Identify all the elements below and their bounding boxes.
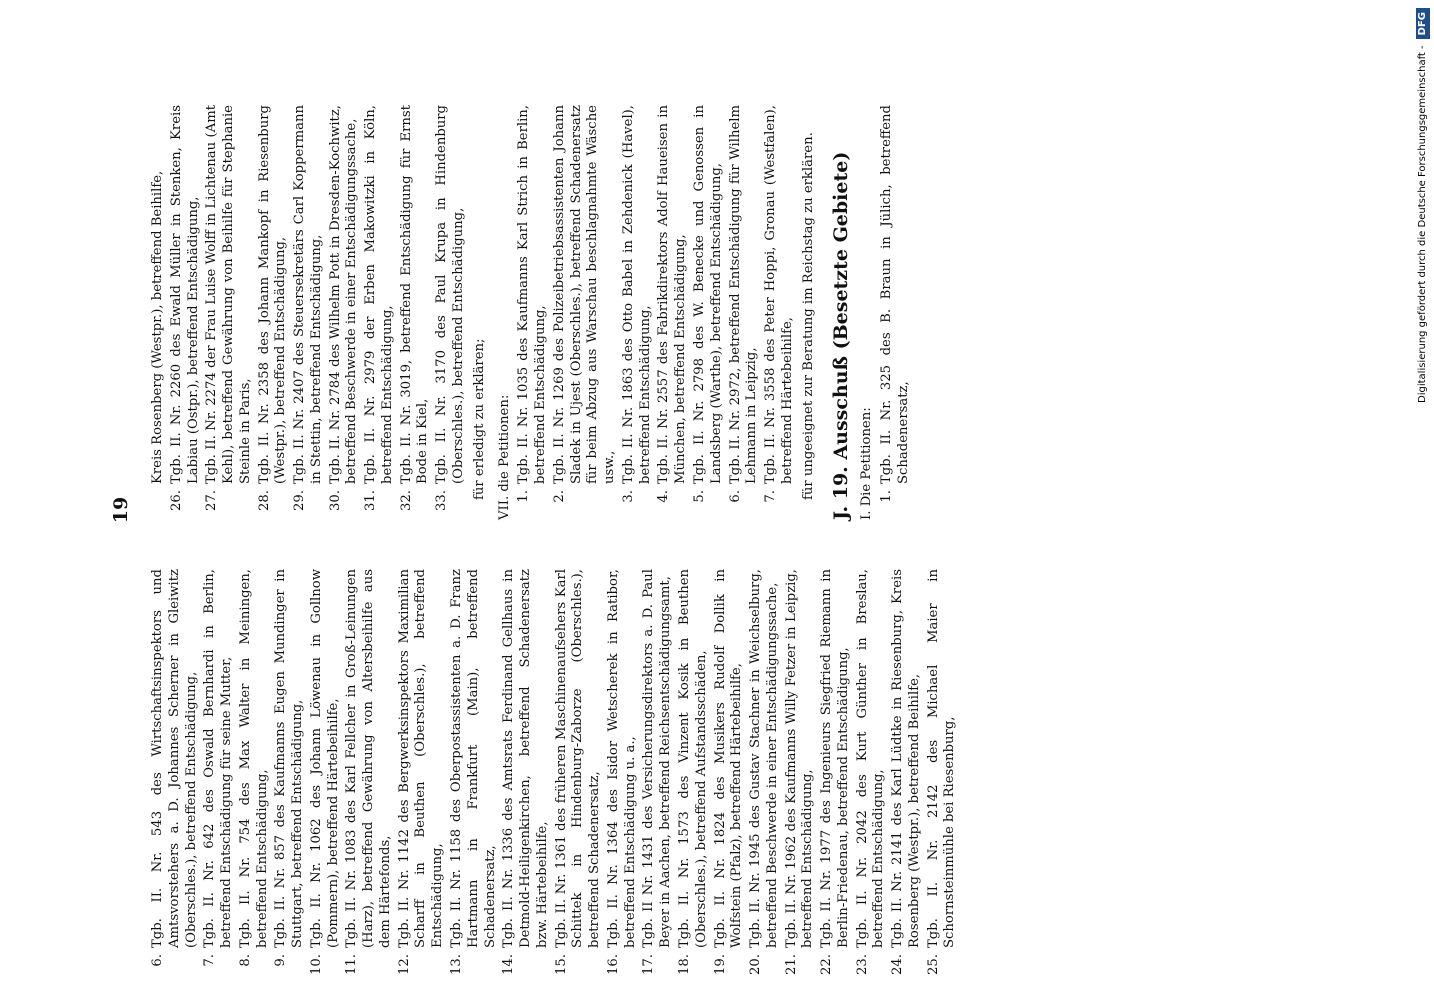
- petition-entry-3: [257, 105, 291, 520]
- entry-text: Tgb. II. Nr. 754 des Max Walter in Meiningen, betreffend Entschädigung,: [237, 569, 270, 948]
- entry-number: 11.: [344, 954, 360, 975]
- petition-entry-16: [784, 569, 818, 984]
- petition-entry-2: [202, 569, 236, 984]
- petition-entry-1: [150, 569, 200, 984]
- petition-entry-11: [606, 569, 640, 984]
- petition-entry-4: [273, 569, 307, 984]
- entry-number: 7.: [763, 490, 779, 503]
- entry-text: Tgb. II. Nr. 1035 des Kaufmanns Karl Strich in Berlin, betreffend Entschädigung,: [516, 105, 549, 484]
- entry-number: 18.: [676, 954, 692, 975]
- section-i-label: I. Die Petitionen:: [859, 407, 875, 520]
- sidebar-credit: [1407, 8, 1433, 994]
- petition-entry-17: [819, 569, 853, 984]
- entry-number: 31.: [363, 490, 379, 511]
- petition-entry-18: [855, 569, 889, 984]
- petition-i-entry-1: [879, 105, 913, 520]
- funding-note-text: Digitalisierung gefördert durch die Deutsche Forschungsgemeinschaft -: [1417, 45, 1428, 403]
- left-column: [150, 569, 961, 984]
- petition-entry-14: [713, 569, 747, 984]
- petition-entry-15: [748, 569, 782, 984]
- petition-entry-12: [641, 569, 675, 984]
- petition-vii-entry-4: [656, 105, 690, 520]
- entry-text: Tgb. II. Nr. 1269 des Polizeibetriebsassistenten Johann Sladek in Ujest (Oberschles.), betreffend Schadenersatz für beim Abzug aus Warschau beschlagnahmte Wäsche usw.,: [551, 105, 618, 484]
- entry-number: 29.: [292, 490, 308, 511]
- petition-entry-19: [890, 569, 924, 984]
- entry-text: Tgb. II. Nr. 2979 der Erben Makowitzki in Köln, betreffend Entschädigung,: [363, 105, 395, 484]
- entry-text: Tgb. II. Nr. 857 des Kaufmanns Eugen Mundinger in Stuttgart, betreffend Entschädigung,: [273, 569, 306, 948]
- entry-text: Tgb. II. Nr. 2784 des Wilhelm Pott in Dresden-Kochwitz, betreffend Beschwerde in einer Entschädigungssache,: [327, 105, 360, 484]
- entry-number: 32.: [398, 490, 414, 511]
- entry-text: Tgb. II. Nr. 1977 des Ingenieurs Siegfried Riemann in Berlin-Friedenau, betreffend Entschädigung,: [819, 569, 851, 948]
- entry-text: Tgb. II. Nr. 2042 des Kurt Günther in Breslau, betreffend Entschädigung,: [854, 569, 887, 948]
- entry-text: Tgb. II. Nr. 325 des B. Braun in Jülich, betreffend Schadenersatz,: [879, 105, 911, 484]
- entry-number: 21.: [783, 954, 799, 975]
- petition-vii-entry-6: [728, 105, 762, 520]
- entry-number: 24.: [890, 954, 906, 975]
- entry-number: 5.: [691, 490, 707, 503]
- petition-entry-1: [169, 105, 203, 520]
- entry-text: Tgb. II. Nr. 2358 des Johann Mankopf in Riesenburg (Westpr.), betreffend Entschädigung,: [256, 105, 289, 484]
- entry-text: Tgb. II. Nr. 1824 des Musikers Rudolf Dollik in Wolfstein (Pfalz), betreffend Härtebeihilfe,: [712, 569, 745, 948]
- entry-text: Tgb. II. Nr. 2274 der Frau Luise Wolff in Lichtenau (Amt Kehl), betreffend Gewährung von Beihilfe für Stephanie Steinle in Paris,: [204, 105, 253, 484]
- entry-text: Tgb. II. Nr. 2142 des Michael Maier in Schornsteinmühle bei Riesenburg,: [925, 569, 958, 948]
- petition-entry-13: [677, 569, 711, 984]
- entry-text: Tgb. II. Nr. 3558 des Peter Hoppi, Gronau (Westfalen), betreffend Härtebeihilfe,: [763, 105, 795, 484]
- entry-text: Tgb. II. Nr. 1336 des Amtsrats Ferdinand Gellhaus in Detmold-Heiligenkirchen, betreffend Schadenersatz bzw. Härtebeihilfe,: [501, 569, 550, 948]
- dfg-logo: DFG: [1416, 8, 1430, 39]
- entry-number: 30.: [327, 490, 343, 511]
- entry-number: 3.: [620, 490, 636, 503]
- entry-text: Tgb. II. Nr. 1142 des Bergwerksinspektors Maximilian Scharff in Beuthen (Oberschles.), betreffend Entschädigung,: [396, 569, 446, 948]
- entry-text: Tgb. II. Nr. 2798 des W. Benecke und Genossen in Landsberg (Warthe), betreffend Entschädigung,: [691, 105, 724, 484]
- entry-text: Tgb. II. Nr. 642 des Oswald Bernhardi in Berlin, betreffend Entschädigung für seine Mutter,: [202, 569, 235, 948]
- entry-text: Tgb. II. Nr. 1083 des Karl Fellcher in Groß-Leinungen (Harz), betreffend Gewährung von Altersbeihilfe aus dem Härtefonds,: [344, 569, 393, 948]
- entry-number: 7.: [202, 954, 218, 967]
- entry-number: 22.: [819, 954, 835, 975]
- entry-text: Tgb. II. Nr. 1863 des Otto Babel in Zehdenick (Havel), betreffend Entschädigung,: [620, 105, 653, 484]
- entry-text: Tgb. II. Nr. 1361 des früheren Maschinenaufsehers Karl Schittek in Hindenburg-Zaborze (Oberschles.), betreffend Schadenersatz,: [553, 569, 603, 948]
- entry-number: 1.: [516, 490, 532, 503]
- entry-text: Tgb. II. Nr. 543 des Wirtschaftsinspektors und Amtsvorstehers a. D. Johannes Scherner in Gleiwitz (Oberschles.), betreffend Entschädigung,: [150, 569, 199, 948]
- petition-entry-5: [309, 569, 343, 984]
- entry-text: Tgb. II. Nr. 1962 des Kaufmanns Willy Fetzer in Leipzig, betreffend Entschädigung,: [783, 569, 816, 948]
- petition-entry-4: [292, 105, 326, 520]
- conclusion-settled: für erledigt zu erklären;: [471, 338, 487, 500]
- rotated-page: [110, 30, 1330, 990]
- petition-entry-9: [501, 569, 551, 984]
- petition-entry-2: [204, 105, 254, 520]
- entry-text: Tgb. II. Nr. 3170 des Paul Krupa in Hindenburg (Oberschles.), betreffend Entschädigung,: [434, 105, 467, 484]
- petition-vii-entry-3: [621, 105, 655, 520]
- entry-text: Tgb. II. Nr. 2141 des Karl Lüdtke in Riesenburg, Kreis Rosenberg (Westpr.), betreffend Beihilfe,: [890, 569, 922, 948]
- petition-vii-entry-1: [516, 105, 550, 520]
- entry-text: Tgb. II. Nr. 1945 des Gustav Stachner in Weichselburg, betreffend Beschwerde in einer Entschädigungssache,: [748, 569, 780, 948]
- petition-entry-5: [328, 105, 362, 520]
- petition-entry-3: [238, 569, 272, 984]
- entry-text: Tgb. II. Nr. 3019, betreffend Entschädigung für Ernst Bode in Kiel,: [398, 105, 431, 484]
- entry-text: Tgb. II. Nr. 2407 des Steuersekretärs Carl Koppermann in Stettin, betreffend Entschädigung,: [292, 105, 324, 484]
- entry-number: 1.: [879, 490, 895, 503]
- entry-text: Tgb. II. Nr. 2972, betreffend Entschädigung für Wilhelm Lehmann in Leipzig,: [727, 105, 760, 484]
- petition-entry-6: [344, 569, 394, 984]
- entry-number: 26.: [168, 490, 184, 511]
- entry-number: 6.: [727, 490, 743, 503]
- petition-vii-entry-5: [692, 105, 726, 520]
- conclusion-unsuitable: für ungeeignet zur Beratung im Reichstag zu erklären.: [800, 132, 816, 500]
- continued-entry-text: Kreis Rosenberg (Westpr.), betreffend Beihilfe,: [150, 170, 165, 484]
- entry-number: 13.: [449, 954, 465, 975]
- petition-vii-entry-7: [763, 105, 797, 520]
- entry-text: Tgb. II Nr. 1431 des Versicherungsdirektors a. D. Paul Beyer in Aachen, betreffend Reichsentschädigungsamt,: [641, 569, 674, 948]
- petition-entry-8: [449, 569, 499, 984]
- funding-note: [1410, 8, 1434, 994]
- petition-entry-10: [554, 569, 604, 984]
- petition-entry-20: [926, 569, 960, 984]
- petition-entry-7: [399, 105, 433, 520]
- page-number: 19: [110, 496, 132, 524]
- entry-number: 19.: [712, 954, 728, 975]
- petition-vii-entry-2: [552, 105, 619, 520]
- entry-text: Tgb. II. Nr. 1364 des Isidor Wetscherek in Ratibor, betreffend Entschädigung u. a.,: [605, 569, 638, 948]
- right-column: [150, 105, 915, 520]
- entry-number: 14.: [501, 954, 517, 975]
- entry-number: 6.: [150, 954, 165, 967]
- committee-heading: J. 19. Ausschuß (Besetzte Gebiete): [830, 151, 853, 520]
- entry-number: 4.: [656, 490, 672, 503]
- entry-number: 28.: [256, 490, 272, 511]
- petition-list-vii: [516, 105, 796, 520]
- entry-number: 25.: [925, 954, 941, 975]
- entry-number: 16.: [605, 954, 621, 975]
- petition-entry-6: [363, 105, 397, 520]
- entry-number: 20.: [748, 954, 764, 975]
- entry-number: 15.: [553, 954, 569, 975]
- entry-number: 10.: [308, 954, 324, 975]
- entry-number: 17.: [641, 954, 657, 975]
- petition-list-continued: [169, 105, 468, 520]
- entry-number: 27.: [204, 490, 220, 511]
- entry-text: Tgb. II. Nr. 1062 des Johann Löwenau in Gollnow (Pommern), betreffend Härtebeihilfe,: [308, 569, 341, 948]
- entry-text: Tgb. II. Nr. 2260 des Ewald Müller in Stenken, Kreis Labiau (Ostpr.), betreffend Entschädigung,: [168, 105, 201, 484]
- entry-number: 23.: [854, 954, 870, 975]
- entry-number: 8.: [237, 954, 253, 967]
- entry-number: 12.: [396, 954, 412, 975]
- document-page: [110, 30, 1330, 990]
- entry-text: Tgb. II. Nr. 1573 des Vinzent Kosik in Beuthen (Oberschles.), betreffend Aufstandsschäden,: [676, 569, 709, 948]
- entry-number: 33.: [434, 490, 450, 511]
- petition-entry-7: [397, 569, 447, 984]
- entry-number: 2.: [551, 490, 567, 503]
- continued-entry: [150, 105, 167, 520]
- entry-text: Tgb. II. Nr. 2557 des Fabrikdirektors Adolf Haueisen in München, betreffend Entschädigung,: [656, 105, 689, 484]
- petition-list-i: [879, 105, 913, 520]
- entry-number: 9.: [273, 954, 289, 967]
- entry-text: Tgb. II. Nr. 1158 des Oberpostassistenten a. D. Franz Hartmann in Frankfurt (Main), betreffend Schadenersatz,: [449, 569, 498, 948]
- section-vii-label: VII. die Petitionen:: [496, 394, 512, 520]
- petition-entry-8: [434, 105, 468, 520]
